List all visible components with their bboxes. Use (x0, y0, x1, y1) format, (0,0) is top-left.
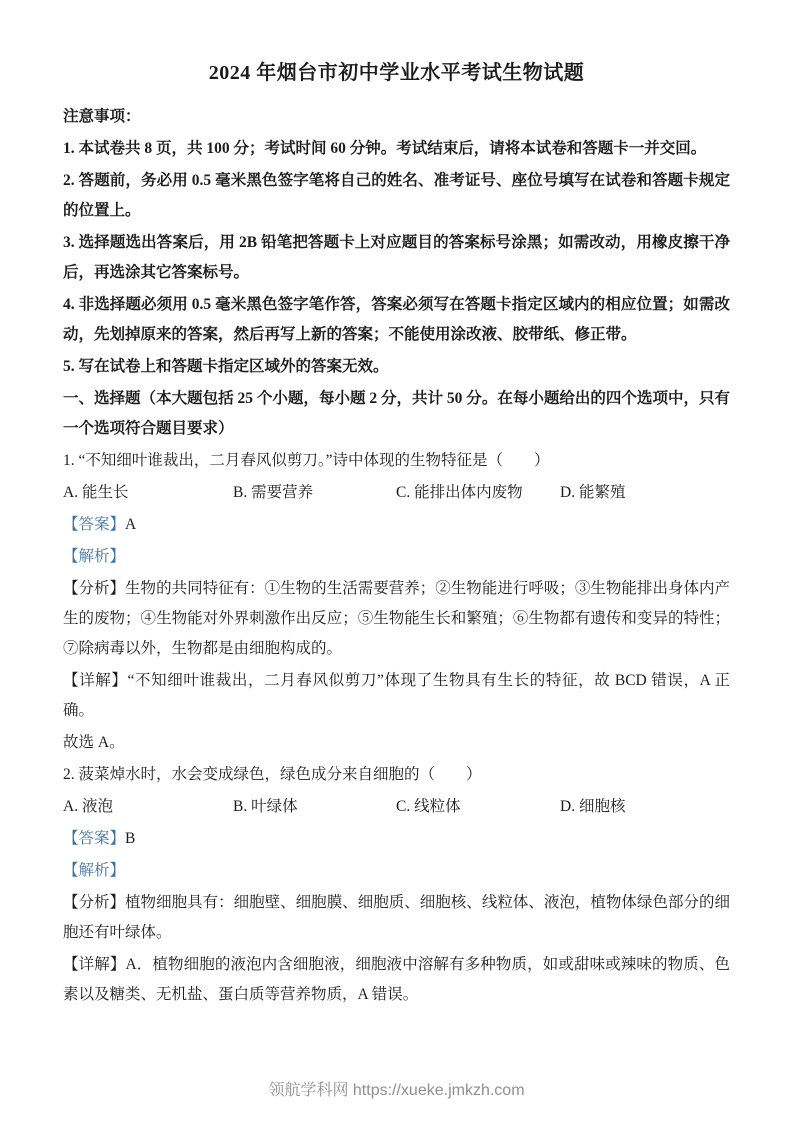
section-header: 一、选择题（本大题包括 25 个小题，每小题 2 分，共计 50 分。在每小题给出的四个选项中，只有一个选项符合题目要求） (63, 390, 730, 437)
question-1-detail: 【详解】“不知细叶谁裁出，二月春风似剪刀”体现了生物具有生长的特征，故 BCD 错误，A 正确。 (63, 672, 730, 719)
answer-label: 【答案】 (63, 830, 126, 847)
question-2-analysis: 【分析】植物细胞具有：细胞壁、细胞膜、细胞质、细胞核、线粒体、液泡，植物体绿色部分的细胞还有叶绿体。 (63, 894, 730, 941)
question-2-options (63, 792, 730, 822)
answer-label: 【答案】 (63, 516, 126, 533)
question-1-option-d: D. 能繁殖 (560, 484, 626, 501)
notice-item-2: 2. 答题前，务必用 0.5 毫米黑色签字笔将自己的姓名、准考证号、座位号填写在试卷和答题卡规定的位置上。 (63, 172, 730, 219)
question-1-option-a: A. 能生长 (63, 484, 129, 501)
question-2-option-a: A. 液泡 (63, 798, 113, 815)
question-2-detail: 【详解】A．植物细胞的液泡内含细胞液，细胞液中溶解有多种物质，如或甜味或辣味的物质、色素以及糖类、无机盐、蛋白质等营养物质，A 错误。 (63, 956, 730, 1003)
notice-heading: 注意事项： (63, 108, 141, 125)
question-1-conclusion: 故选 A。 (63, 734, 125, 751)
notice-item-1: 1. 本试卷共 8 页，共 100 分；考试时间 60 分钟。考试结束后，请将本试卷和答题卡一并交回。 (63, 140, 707, 157)
notice-item-5: 5. 写在试卷上和答题卡指定区域外的答案无效。 (63, 358, 389, 375)
question-1-options (63, 478, 730, 508)
question-2-option-d: D. 细胞核 (560, 798, 626, 815)
page-title: 2024 年烟台市初中学业水平考试生物试题 (208, 62, 585, 84)
question-2-option-b: B. 叶绿体 (233, 798, 298, 815)
question-2-answer-line (63, 824, 730, 854)
analysis-label: 【解析】 (63, 862, 126, 879)
question-1-answer-line (63, 510, 730, 540)
question-2-answer-value: B (125, 830, 136, 847)
question-1-option-b: B. 需要营养 (233, 484, 314, 501)
question-1-option-c: C. 能排出体内废物 (396, 484, 523, 501)
analysis-label: 【解析】 (63, 548, 126, 565)
question-2-analysis-label-line (63, 856, 730, 886)
notice-item-3: 3. 选择题选出答案后，用 2B 铅笔把答题卡上对应题目的答案标号涂黑；如需改动，用橡皮擦干净后，再选涂其它答案标号。 (63, 234, 730, 281)
question-2-stem: 2. 菠菜焯水时，水会变成绿色，绿色成分来自细胞的（ ） (63, 766, 482, 783)
question-1-answer-value: A (125, 516, 137, 533)
question-1-stem: 1. “不知细叶谁裁出，二月春风似剪刀。”诗中体现的生物特征是（ ） (63, 452, 550, 469)
watermark-footer: 领航学科网 https://xueke.jmkzh.com (268, 1082, 525, 1099)
notice-item-4: 4. 非选择题必须用 0.5 毫米黑色签字笔作答，答案必须写在答题卡指定区域内的相应位置；如需改动，先划掉原来的答案，然后再写上新的答案；不能使用涂改液、胶带纸、修正带。 (63, 296, 730, 343)
question-1-analysis: 【分析】生物的共同特征有：①生物的生活需要营养；②生物能进行呼吸；③生物能排出身体内产生的废物；④生物能对外界刺激作出反应；⑤生物能生长和繁殖；⑥生物都有遗传和变异的特性；⑦除病毒以外，生物都是由细胞构成的。 (63, 580, 730, 657)
question-2-option-c: C. 线粒体 (396, 798, 461, 815)
question-1-analysis-label-line (63, 542, 730, 572)
